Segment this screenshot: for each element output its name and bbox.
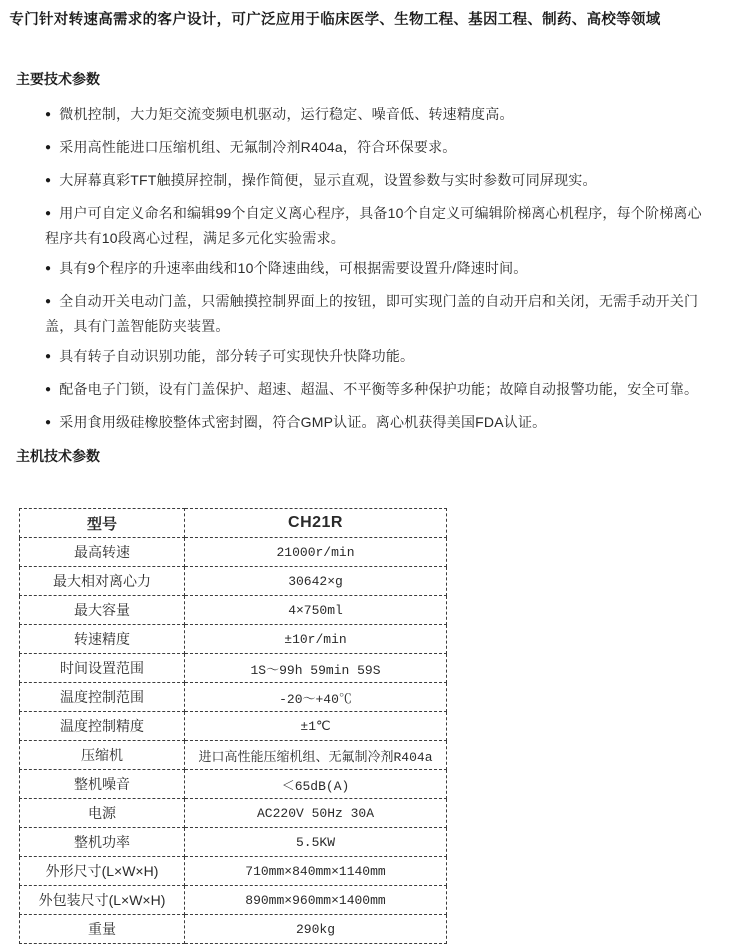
spec-label-cell: 最大相对离心力 xyxy=(20,567,185,596)
feature-text: 具有转子自动识别功能，部分转子可实现快升快降功能。 xyxy=(59,348,415,364)
bullet-icon: ● xyxy=(45,142,52,153)
spec-label-cell: 重量 xyxy=(20,915,185,944)
bullet-icon: ● xyxy=(45,351,52,362)
feature-item xyxy=(45,411,714,436)
feature-item xyxy=(45,202,714,249)
features-list xyxy=(0,103,736,436)
spec-value-cell: 290kg xyxy=(185,915,447,944)
spec-value-cell: 710mm×840mm×1140mm xyxy=(185,857,447,886)
feature-item xyxy=(45,290,714,337)
spec-row xyxy=(20,915,447,944)
spec-value-cell: 30642×g xyxy=(185,567,447,596)
spec-label-cell: 外形尺寸(L×W×H) xyxy=(20,857,185,886)
spec-value-cell: 21000r/min xyxy=(185,538,447,567)
spec-value-cell: 4×750ml xyxy=(185,596,447,625)
spec-label-cell: 温度控制范围 xyxy=(20,683,185,712)
product-spec-page xyxy=(0,11,736,938)
feature-item xyxy=(45,136,714,161)
specs-section-heading: 主机技术参数 xyxy=(16,448,100,464)
feature-text: 大屏幕真彩TFT触摸屏控制，操作简便，显示直观，设置参数与实时参数可同屏现实。 xyxy=(59,172,597,188)
bullet-icon: ● xyxy=(45,417,52,428)
spec-row xyxy=(20,712,447,741)
feature-text: 微机控制，大力矩交流变频电机驱动，运行稳定、噪音低、转速精度高。 xyxy=(59,106,514,122)
spec-row xyxy=(20,857,447,886)
spec-row xyxy=(20,596,447,625)
bullet-icon: ● xyxy=(45,296,52,307)
spec-value-cell: ±1℃ xyxy=(185,712,447,741)
spec-label-cell: 转速精度 xyxy=(20,625,185,654)
page-title: 专门针对转速高需求的客户设计，可广泛应用于临床医学、生物工程、基因工程、制药、高校等领域 xyxy=(9,12,661,28)
spec-row xyxy=(20,654,447,683)
spec-row xyxy=(20,770,447,799)
spec-label-cell: 最大容量 xyxy=(20,596,185,625)
spec-label-cell: 电源 xyxy=(20,799,185,828)
spec-row xyxy=(20,567,447,596)
bullet-icon: ● xyxy=(45,208,52,219)
spec-label-cell: 整机功率 xyxy=(20,828,185,857)
feature-text: 全自动开关电动门盖，只需触摸控制界面上的按钮，即可实现门盖的自动开启和关闭，无需手动开关门盖，具有门盖智能防夹装置。 xyxy=(45,293,699,334)
spec-row xyxy=(20,683,447,712)
spec-value-cell: ±10r/min xyxy=(185,625,447,654)
feature-text: 用户可自定义命名和编辑99个自定义离心程序，具备10个自定义可编辑阶梯离心机程序，每个阶梯离心程序共有10段离心过程，满足多元化实验需求。 xyxy=(45,205,702,246)
feature-text: 采用食用级硅橡胶整体式密封圈，符合GMP认证。离心机获得美国FDA认证。 xyxy=(59,414,547,430)
spec-value-cell: 进口高性能压缩机组、无氟制冷剂R404a xyxy=(185,741,447,770)
feature-item xyxy=(45,345,714,370)
spec-label-cell: 最高转速 xyxy=(20,538,185,567)
feature-text: 采用高性能进口压缩机组、无氟制冷剂R404a，符合环保要求。 xyxy=(59,139,457,155)
spec-table xyxy=(19,508,447,944)
model-value-cell: CH21R xyxy=(185,509,447,538)
spec-row xyxy=(20,625,447,654)
feature-item xyxy=(45,257,714,282)
bullet-icon: ● xyxy=(45,384,52,395)
spec-label-cell: 整机噪音 xyxy=(20,770,185,799)
feature-text: 具有9个程序的升速率曲线和10个降速曲线，可根据需要设置升/降速时间。 xyxy=(59,260,528,276)
feature-item xyxy=(45,103,714,128)
spec-row xyxy=(20,538,447,567)
feature-item xyxy=(45,378,714,403)
spec-label-cell: 温度控制精度 xyxy=(20,712,185,741)
spec-value-cell: 890mm×960mm×1400mm xyxy=(185,886,447,915)
spec-row xyxy=(20,799,447,828)
bullet-icon: ● xyxy=(45,109,52,120)
bullet-icon: ● xyxy=(45,263,52,274)
spec-label-cell: 时间设置范围 xyxy=(20,654,185,683)
spec-value-cell: 1S～99h 59min 59S xyxy=(185,654,447,683)
feature-item xyxy=(45,169,714,194)
spec-value-cell: AC220V 50Hz 30A xyxy=(185,799,447,828)
spec-value-cell: -20～+40℃ xyxy=(185,683,447,712)
bullet-icon: ● xyxy=(45,175,52,186)
spec-value-cell: 5.5KW xyxy=(185,828,447,857)
spec-table-header-row xyxy=(20,509,447,538)
spec-value-cell: ＜65dB(A) xyxy=(185,770,447,799)
features-section-heading: 主要技术参数 xyxy=(16,71,100,87)
spec-row xyxy=(20,828,447,857)
spec-label-cell: 外包装尺寸(L×W×H) xyxy=(20,886,185,915)
feature-text: 配备电子门锁，设有门盖保护、超速、超温、不平衡等多种保护功能；故障自动报警功能，安全可靠。 xyxy=(59,381,699,397)
spec-label-cell: 压缩机 xyxy=(20,741,185,770)
spec-row xyxy=(20,886,447,915)
model-label-cell: 型号 xyxy=(20,509,185,538)
spec-row xyxy=(20,741,447,770)
